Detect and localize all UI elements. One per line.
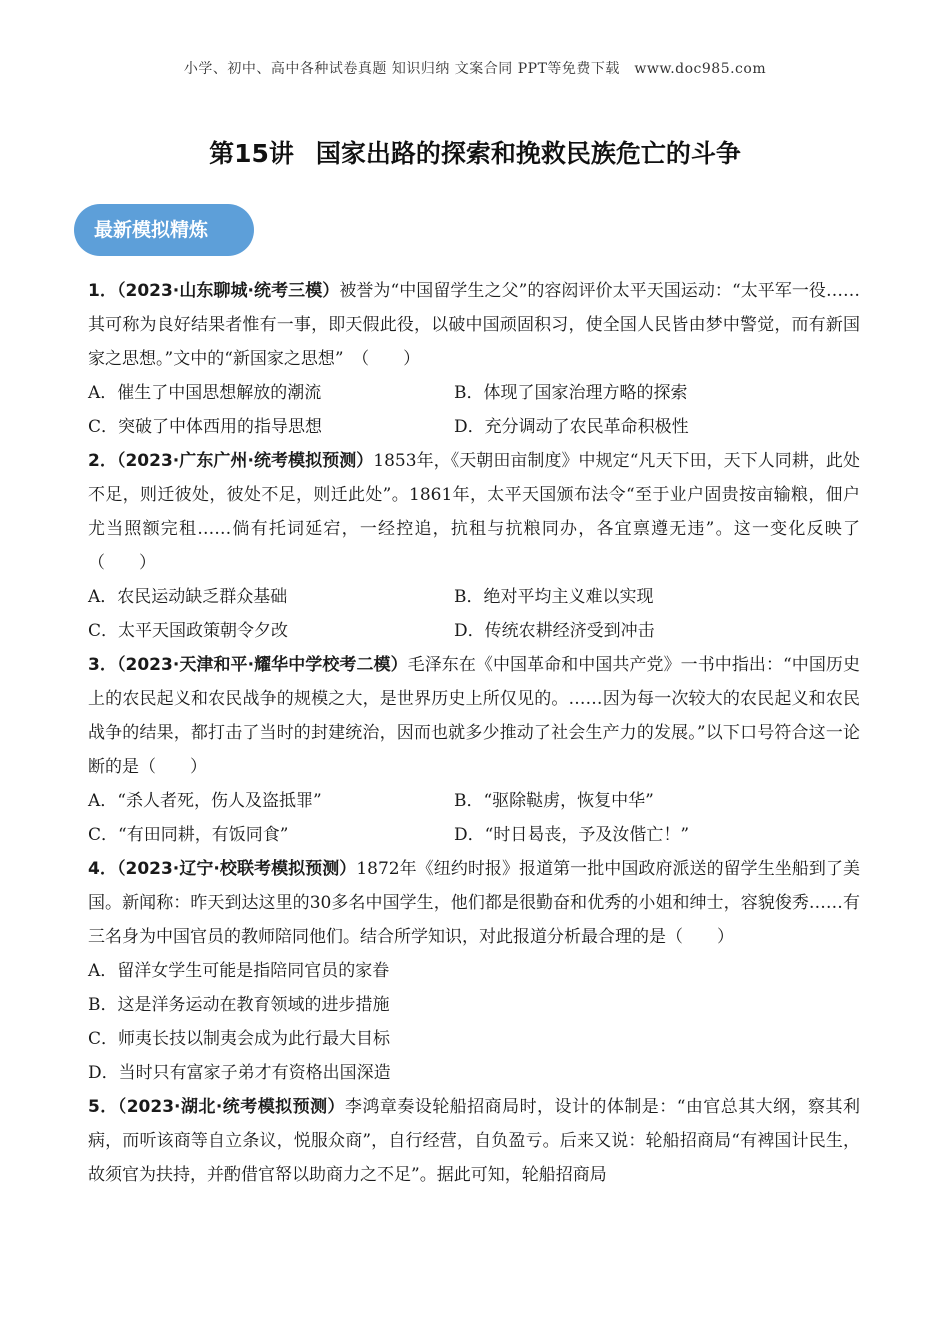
option-d: D．传统农耕经济受到冲击 xyxy=(454,621,655,641)
option-c: C．师夷长技以制夷会成为此行最大目标 xyxy=(88,1029,391,1049)
option-d: D．充分调动了农民革命积极性 xyxy=(454,417,689,437)
question-1 xyxy=(88,274,860,444)
question-number: 2． xyxy=(88,451,117,471)
question-source: （2023·广东广州·统考模拟预测） xyxy=(116,451,374,471)
option-c: C．突破了中体西用的指导思想 xyxy=(88,417,323,437)
question-stem xyxy=(88,648,860,784)
options xyxy=(88,954,860,1090)
question-source: （2023·天津和平·耀华中学校考二模） xyxy=(116,655,408,675)
question-number: 5． xyxy=(88,1097,118,1117)
question-text: 被誉为“中国留学生之父”的容闳评价太平天国运动：“太平军一役……其可称为良好结果者惟有一事，即天假此役，以破中国顽固积习，使全国人民皆由梦中警觉，而有新国家之思想。”文中的“新国家之思想” （ ） xyxy=(88,281,860,369)
option-a: A．留洋女学生可能是指陪同官员的家眷 xyxy=(88,961,390,981)
option-d: D．“时日曷丧，予及汝偕亡！” xyxy=(454,825,690,845)
lecture-topic: 国家出路的探索和挽救民族危亡的斗争 xyxy=(315,139,741,168)
question-text: 毛泽东在《中国革命和中国共产党》一书中指出：“中国历史上的农民起义和农民战争的规模之大，是世界历史上所仅见的。……因为每一次较大的农民起义和农民战争的结果，都打击了当时的封建统治，因而也就多少推动了社会生产力的发展。”以下口号符合这一论断的是（ ） xyxy=(88,655,860,777)
question-3 xyxy=(88,648,860,852)
options xyxy=(88,580,860,648)
question-5 xyxy=(88,1090,860,1192)
question-text: 1872年《纽约时报》报道第一批中国政府派送的留学生坐船到了美国。新闻称：昨天到达这里的30多名中国学生，他们都是很勤奋和优秀的小姐和绅士，容貌俊秀……有三名身为中国官员的教师陪同他们。结合所学知识，对此报道分析最合理的是（ ） xyxy=(88,859,860,947)
question-4 xyxy=(88,852,860,1090)
option-b: B．这是洋务运动在教育领域的进步措施 xyxy=(88,995,390,1015)
page-title xyxy=(0,134,950,170)
questions-list xyxy=(88,274,860,1192)
question-text: 李鸿章奏设轮船招商局时，设计的体制是：“由官总其大纲，察其利病，而听该商等自立条议，悦服众商”，自行经营，自负盈亏。后来又说：轮船招商局“有裨国计民生，故须官为扶持，并酌借官帑以助商力之不足”。据此可知，轮船招商局 xyxy=(88,1097,860,1185)
option-a: A．催生了中国思想解放的潮流 xyxy=(88,383,322,403)
question-number: 3． xyxy=(88,655,117,675)
option-d: D．当时只有富家子弟才有资格出国深造 xyxy=(88,1063,391,1083)
question-stem xyxy=(88,852,860,954)
question-2 xyxy=(88,444,860,648)
option-b: B．“驱除鞑虏，恢复中华” xyxy=(454,791,654,811)
option-b: B．体现了国家治理方略的探索 xyxy=(454,383,688,403)
option-b: B．绝对平均主义难以实现 xyxy=(454,587,654,607)
option-a: A．农民运动缺乏群众基础 xyxy=(88,587,288,607)
option-a: A．“杀人者死，伤人及盗抵罪” xyxy=(88,791,322,811)
option-c: C．“有田同耕，有饭同食” xyxy=(88,825,289,845)
options xyxy=(88,376,860,444)
question-source: （2023·湖北·统考模拟预测） xyxy=(117,1097,345,1117)
lecture-number: 第15讲 xyxy=(209,139,294,168)
question-stem xyxy=(88,444,860,580)
question-number: 1． xyxy=(88,281,117,301)
option-c: C．太平天国政策朝令夕改 xyxy=(88,621,289,641)
section-badge: 最新模拟精炼 xyxy=(74,204,254,256)
question-stem xyxy=(88,274,860,376)
question-number: 4． xyxy=(88,859,117,879)
page-header: 小学、初中、高中各种试卷真题 知识归纳 文案合同 PPT等免费下载 www.doc985.com xyxy=(183,61,767,77)
question-source: （2023·辽宁·校联考模拟预测） xyxy=(116,859,357,879)
question-source: （2023·山东聊城·统考三模） xyxy=(116,281,340,301)
question-text: 1853年，《天朝田亩制度》中规定“凡天下田，天下人同耕，此处不足，则迁彼处，彼处不足，则迁此处”。1861年，太平天国颁布法令“至于业户固贵按亩输粮，佃户尤当照额完租……倘有托词延宕，一经控追，抗租与抗粮同办，各宜禀遵无违”。这一变化反映了（ ） xyxy=(88,451,860,573)
question-stem xyxy=(88,1090,860,1192)
options xyxy=(88,784,860,852)
